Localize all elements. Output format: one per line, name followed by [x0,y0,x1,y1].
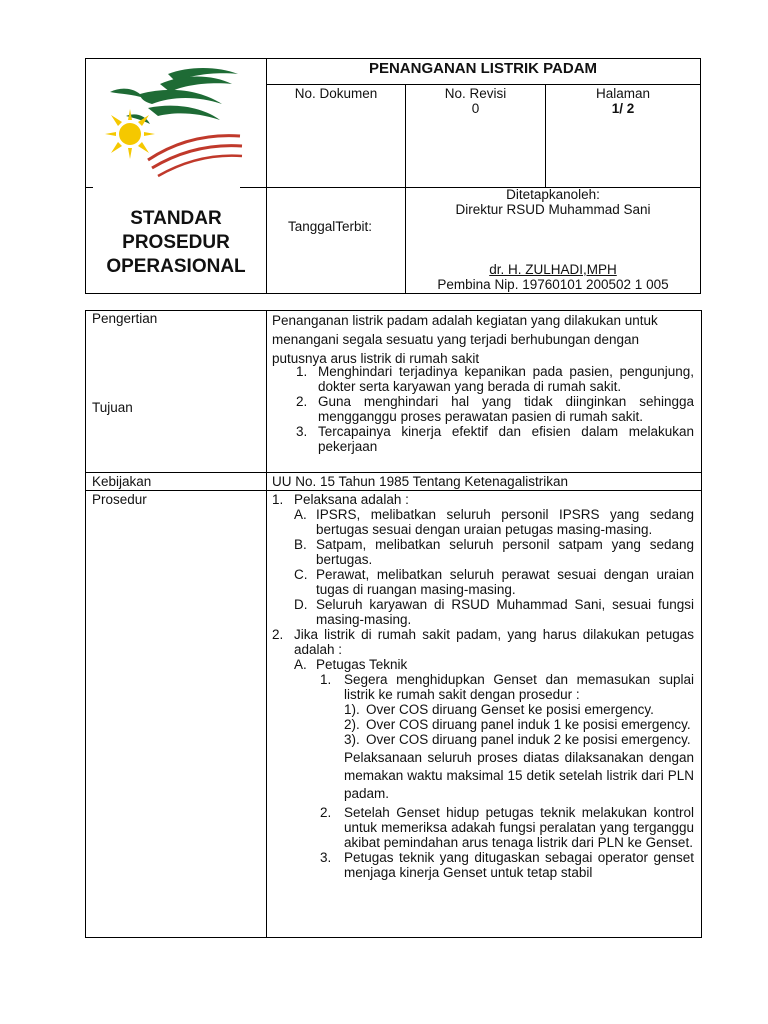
tujuan-item-text: Menghindari terjadinya kepanikan pada pasien, pengunjung, dokter serta karyawan yang berada di rumah sakit. [318,364,694,394]
ditetapkan-jabatan: Direktur RSUD Muhammad Sani [455,202,651,217]
prosedur-step-number: 1. [272,492,284,507]
ditetapkan-oleh [406,187,700,217]
prosedur-step-text: Jika listrik di rumah sakit padam, yang harus dilakukan petugas adalah : [294,627,694,657]
teknik-step [320,805,694,850]
kebijakan-row-divider [85,490,702,491]
header-bottom-border [85,293,701,294]
sop-label [86,207,266,279]
cos-item-number: 1). [344,702,360,717]
header-right-border [700,58,701,294]
body-right-border [701,310,702,938]
tujuan-item-text: Tercapainya kinerja efektif dan efisien dalam melakukan pekerjaan [318,424,694,454]
header-top-border [85,58,701,59]
title-row-divider [266,84,701,85]
prosedur-step-text: Pelaksana adalah : [294,492,409,507]
sop-label-line3: OPERASIONAL [106,256,246,277]
petugas-teknik-text: Petugas Teknik [316,657,408,672]
teknik-step [320,672,694,702]
cos-item-number: 2). [344,717,360,732]
tujuan-item [296,394,694,424]
halaman-value: 1/ 2 [611,101,635,116]
pelaksana-item [294,567,694,597]
sop-label-line2: PROSEDUR [122,232,230,253]
teknik-step [320,850,694,880]
teknik-step-text: Setelah Genset hidup petugas teknik melakukan kontrol untuk memeriksa adakah fungsi peralatan yang terganggu akibat pemindahan arus tenaga listrik dari PLN ke Genset. [344,805,694,850]
prosedur-step-number: 2. [272,627,284,642]
body-bottom-border [85,937,702,938]
no-revisi-label: No. Revisi [444,86,507,101]
petugas-teknik-heading [294,657,694,672]
no-dokumen-label: No. Dokumen [294,86,378,101]
pelaksana-item-text: Seluruh karyawan di RSUD Muhammad Sani, sesuai fungsi masing-masing. [316,597,694,627]
body-label-divider [266,310,267,938]
ditetapkan-nama: dr. H. ZULHADI,MPH [489,262,617,277]
pelaksana-list [272,507,694,627]
pelaksana-item-letter: D. [294,597,308,612]
tujuan-item [296,364,694,394]
prosedur-step [272,492,694,507]
pelaksana-item-letter: B. [294,537,307,552]
pengertian-text: Penanganan listrik padam adalah kegiatan yang dilakukan untuk menangani segala sesuatu yang terjadi berhubungan dengan putusnya arus listrik di rumah sakit [272,313,658,366]
no-dokumen-cell [267,86,405,101]
pelaksana-item-letter: C. [294,567,308,582]
logo-row-mark-left [85,187,93,188]
pelaksana-item-text: IPSRS, melibatkan seluruh personil IPSRS yang sedang bertugas sesuai dengan uraian petugas masing-masing. [316,507,694,537]
no-revisi-cell [406,86,545,116]
cos-item [344,732,694,747]
tujuan-item-number: 1. [296,364,308,379]
tujuan-item-number: 3. [296,424,308,439]
tujuan-list [296,364,694,454]
logo-row-mark-right [240,187,267,188]
cos-item-text: Over COS diruang panel induk 1 ke posisi emergency. [366,717,691,732]
ditetapkan-label: Ditetapkanoleh: [506,187,600,202]
cos-item [344,702,694,717]
body-left-border [85,310,86,938]
prosedur-list [272,492,694,880]
tujuan-item [296,424,694,454]
teknik-step-number: 2. [320,805,332,820]
document-title: PENANGANAN LISTRIK PADAM [368,60,598,77]
sop-label-line1: STANDAR [130,208,222,229]
teknik-step-text: Segera menghidupkan Genset dan memasukan suplai listrik ke rumah sakit dengan prosedur : [344,672,694,702]
pelaksana-item [294,597,694,627]
cos-item [344,717,694,732]
cos-item-text: Over COS diruang Genset ke posisi emergency. [366,702,654,717]
pelaksanaan-note: Pelaksanaan seluruh proses diatas dilaksanakan dengan memakan waktu maksimal 15 detik setelah listrik dari PLN padam. [344,750,694,801]
tujuan-row-divider [85,472,702,473]
petugas-teknik-letter: A. [294,657,307,672]
pelaksana-item [294,537,694,567]
teknik-step-number: 1. [320,672,332,687]
cos-list [320,702,694,747]
penandatangan [406,262,700,292]
kebijakan-text: UU No. 15 Tahun 1985 Tentang Ketenagalistrikan [272,474,568,489]
cos-item-number: 3). [344,732,360,747]
pengertian-label: Pengertian [92,311,158,326]
tujuan-item-text: Guna menghindari hal yang tidak diinginkan sehingga mengganggu proses perawatan pasien di rumah sakit. [318,394,694,424]
petugas-teknik-steps [294,672,694,880]
cos-item-text: Over COS diruang panel induk 2 ke posisi emergency. [366,732,691,747]
tujuan-item-number: 2. [296,394,308,409]
pelaksana-item-text: Perawat, melibatkan seluruh perawat sesuai dengan uraian tugas di ruangan masing-masing. [316,567,694,597]
pelaksana-item-text: Satpam, melibatkan seluruh personil satpam yang sedang bertugas. [316,537,694,567]
prosedur-step [272,627,694,657]
ditetapkan-nip: Pembina Nip. 19760101 200502 1 005 [437,277,669,292]
halaman-label: Halaman [595,86,651,101]
halaman-cell [546,86,700,116]
hospital-logo [100,64,245,179]
kebijakan-label: Kebijakan [92,474,152,489]
pelaksana-item [294,507,694,537]
prosedur-label: Prosedur [92,492,147,507]
pelaksana-item-letter: A. [294,507,307,522]
teknik-step-number: 3. [320,850,332,865]
tanggal-terbit-label: TanggalTerbit: [288,219,373,234]
teknik-step-text: Petugas teknik yang ditugaskan sebagai operator genset menjaga kinerja Genset untuk tetap stabil [344,850,694,880]
tujuan-label: Tujuan [92,400,133,415]
no-revisi-value: 0 [471,101,480,116]
logo-graphic [100,64,245,179]
petugas-list [272,657,694,880]
